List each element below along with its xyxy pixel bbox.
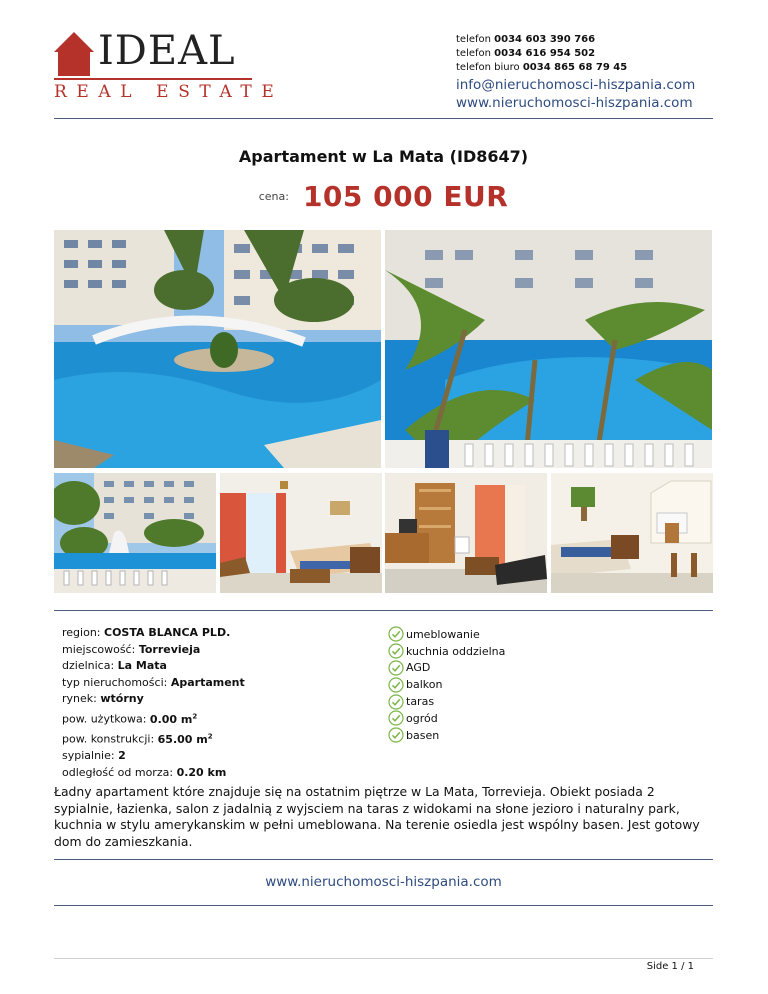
feature-item: ogród [388,710,505,727]
photo-living-room-balcony[interactable] [220,473,382,593]
page-number: Side 1 / 1 [646,961,694,972]
spec-region: region: COSTA BLANCA PLD. [62,626,231,639]
feature-item: taras [388,693,505,710]
checkmark-icon [388,694,404,710]
photo-pool-bridge[interactable] [54,230,381,468]
checkmark-icon [388,710,404,726]
logo-divider [54,78,252,80]
email-link[interactable]: info@nieruchomosci-hiszpania.com [456,77,696,93]
house-icon [54,32,94,76]
phone-line-2: telefon 0034 616 954 502 [456,48,596,59]
price-value: 105 000 EUR [302,180,509,213]
spec-city: miejscowość: Torrevieja [62,642,201,656]
checkmark-icon [388,643,404,659]
checkmark-icon [388,626,404,642]
spec-distance-to-sea: odległość od morza: 0.20 km [62,766,227,780]
feature-item: kuchnia oddzielna [388,643,505,660]
property-specs [62,625,245,782]
spec-built-area: pow. konstrukcji: 65.00 $m^2$ [62,732,213,746]
photo-living-room-kitchen[interactable] [551,473,713,593]
header-divider [54,118,713,119]
phone-line-office: telefon biuro 0034 865 68 79 45 [456,62,628,73]
feature-list [388,626,505,744]
feature-item: basen [388,727,505,744]
spec-bedrooms: sypialnie: 2 [62,749,126,763]
feature-item: AGD [388,660,505,677]
checkmark-icon [388,727,404,743]
phone-line-1: telefon 0034 603 390 766 [456,34,596,45]
feature-item: umeblowanie [388,626,505,643]
footer-divider [54,905,713,906]
checkmark-icon [388,660,404,676]
logo-subtitle: REAL ESTATE [54,82,284,102]
phone-number-2: 0034 616 954 502 [494,48,596,59]
spec-usable-area: pow. użytkowa: 0.00 $m^2$ [62,711,198,726]
contact-block [456,33,695,112]
company-logo [54,28,284,104]
photo-pool-palms[interactable] [385,230,712,468]
phone-number-office: 0034 865 68 79 45 [522,62,628,73]
price-row [54,180,713,213]
spec-property-type: typ nieruchomości: Apartament [62,675,245,689]
website-link[interactable]: www.nieruchomosci-hiszpania.com [456,95,693,111]
listing-description: Ładny apartament które znajduje się na ostatnim piętrze w La Mata, Torrevieja. Obiekt posiada 2 sypialnie, łazienka, salon z jadalnią z wyjsciem na taras z widokami na słone jezioro i naturalny park, kuchnia w stylu amerykanskim w pełni umeblowana. Na terenie osiedla jest wspólny basen. Jest gotowy dom do zamieszkania. [54,784,700,849]
description-divider [54,859,713,860]
price-label: cena: [258,190,289,203]
footer-website-link[interactable]: www.nieruchomosci-hiszpania.com [265,874,502,890]
spec-market: rynek: wtórny [62,692,144,706]
listing-title: Apartament w La Mata (ID8647) [238,147,529,166]
spec-district: dzielnica: La Mata [62,659,167,673]
logo-wordmark: IDEAL [98,28,236,74]
feature-item: balkon [388,676,505,693]
photos-divider [54,610,713,611]
phone-number-1: 0034 603 390 766 [494,34,596,45]
checkmark-icon [388,677,404,693]
page-footer-line [54,958,713,959]
photo-pool-building[interactable] [54,473,216,593]
photo-living-room-tv[interactable] [385,473,547,593]
